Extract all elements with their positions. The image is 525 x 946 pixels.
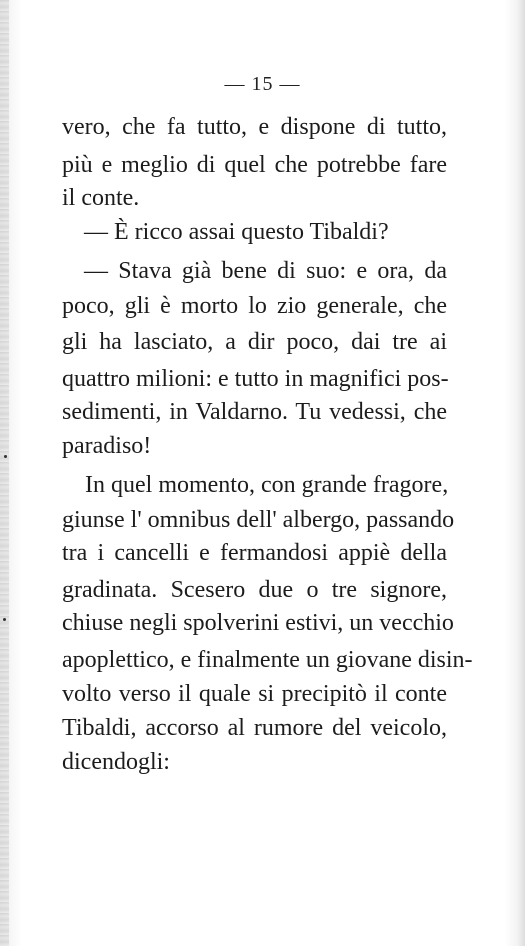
- text-line: più e meglio di quel che potrebbe fare: [62, 152, 447, 178]
- text-line: — Stava già bene di suo: e ora, da: [84, 258, 447, 284]
- text-line: chiuse negli spolverini estivi, un vecchio: [62, 610, 454, 636]
- text-line: In quel momento, con grande fragore,: [85, 472, 449, 498]
- page-number: — 15 —: [224, 73, 301, 95]
- text-line: apoplettico, e finalmente un giovane disin-: [62, 647, 473, 673]
- text-line: Tibaldi, accorso al rumore del veicolo,: [62, 715, 447, 741]
- text-line: vero, che fa tutto, e dispone di tutto,: [62, 114, 447, 140]
- text-line: gradinata. Scesero due o tre signore,: [62, 577, 447, 603]
- text-line: dicendogli:: [62, 749, 170, 775]
- text-line: quattro milioni: e tutto in magnifici pos-: [62, 366, 449, 392]
- text-line: tra i cancelli e fermandosi appiè della: [62, 540, 447, 566]
- text-line: gli ha lasciato, a dir poco, dai tre ai: [62, 329, 447, 355]
- paper-speck: [4, 455, 7, 458]
- text-line: il conte.: [62, 185, 140, 211]
- page-edge-shadow: [0, 0, 9, 946]
- text-line: sedimenti, in Valdarno. Tu vedessi, che: [62, 399, 447, 425]
- text-line: poco, gli è morto lo zio generale, che: [62, 293, 447, 319]
- text-line: giunse l' omnibus dell' albergo, passando: [62, 507, 455, 533]
- text-line: paradiso!: [62, 433, 152, 459]
- text-line: — È ricco assai questo Tibaldi?: [84, 219, 389, 245]
- paper-speck: [3, 618, 6, 621]
- text-line: volto verso il quale si precipitò il conte: [62, 681, 447, 707]
